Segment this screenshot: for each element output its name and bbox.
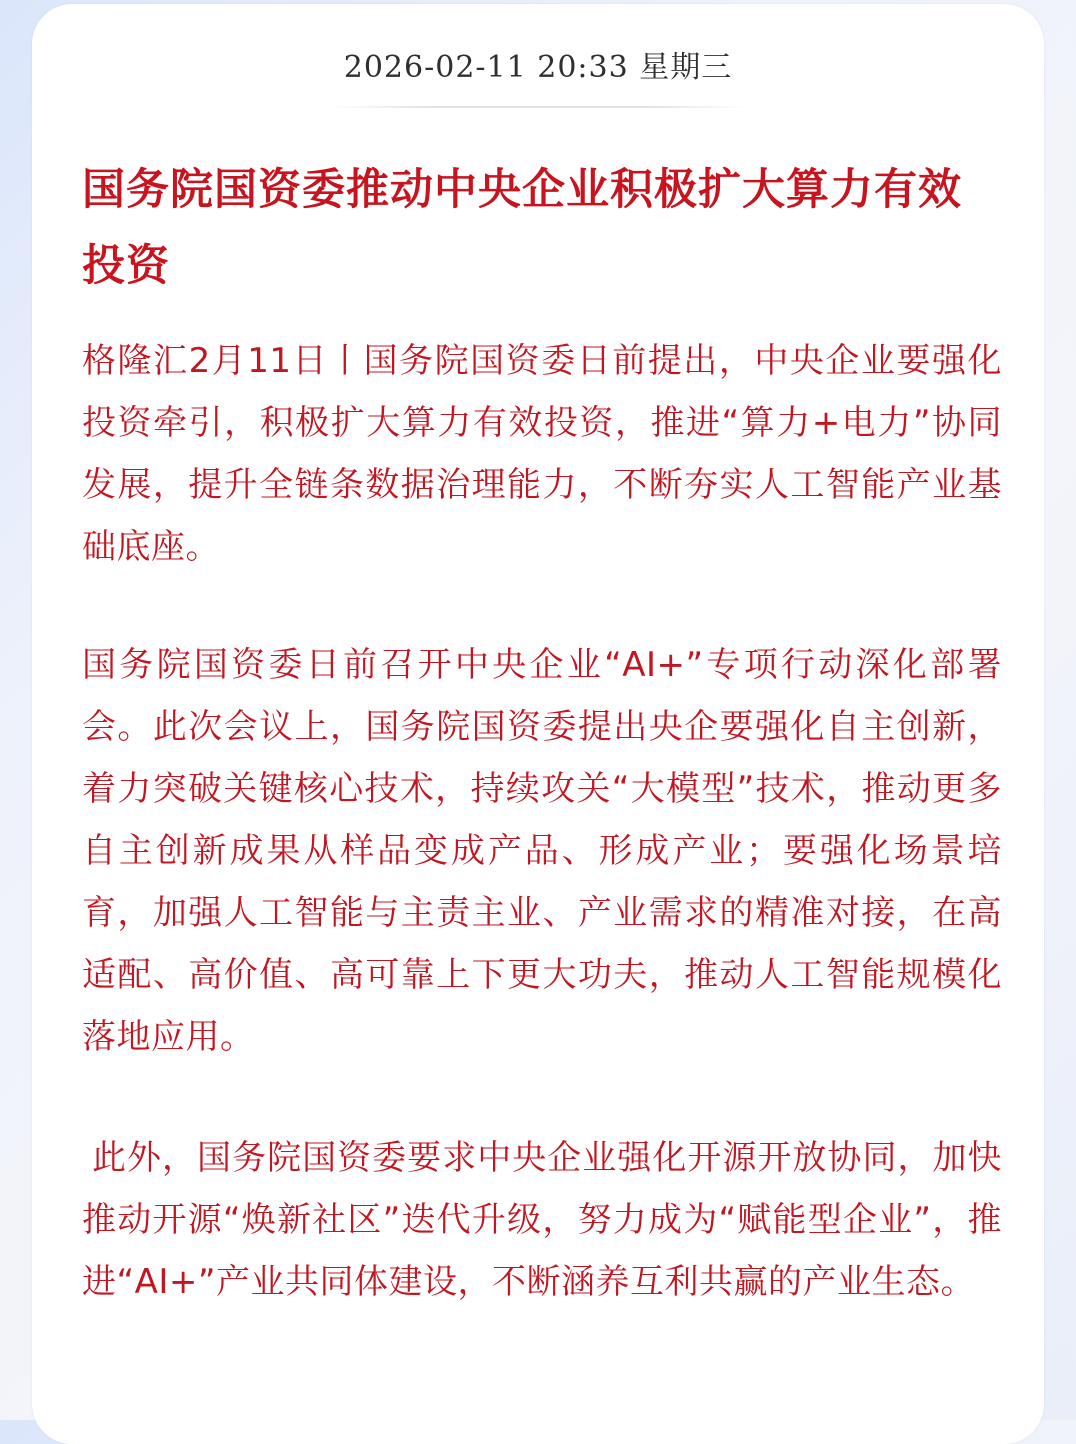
publish-datetime: 2026-02-11 20:33 星期三 [343,50,733,85]
article-paragraph-3: 此外，国务院国资委要求中央企业强化开源开放协同，加快推动开源“焕新社区”迭代升级，努力成为“赋能型企业”，推进“AI+”产业共同体建设，不断涵养互利共赢的产业生态。 [82,1138,1002,1302]
article-paragraph-1: 格隆汇2月11日丨国务院国资委日前提出，中央企业要强化投资牵引，积极扩大算力有效投资，推进“算力+电力”协同发展，提升全链条数据治理能力，不断夯实人工智能产业基础底座。 [82,341,1002,567]
date-divider [330,106,746,108]
article-title: 国务院国资委推动中央企业积极扩大算力有效投资 [82,165,962,291]
article-paragraph-2: 国务院国资委日前召开中央企业“AI+”专项行动深化部署会。此次会议上，国务院国资委提出央企要强化自主创新，着力突破关键核心技术，持续攻关“大模型”技术，推动更多自主创新成果从样品变成产品、形成产业；要强化场景培育，加强人工智能与主责主业、产业需求的精准对接，在高适配、高价值、高可靠上下更大功夫，推动人工智能规模化落地应用。 [82,645,1002,1057]
